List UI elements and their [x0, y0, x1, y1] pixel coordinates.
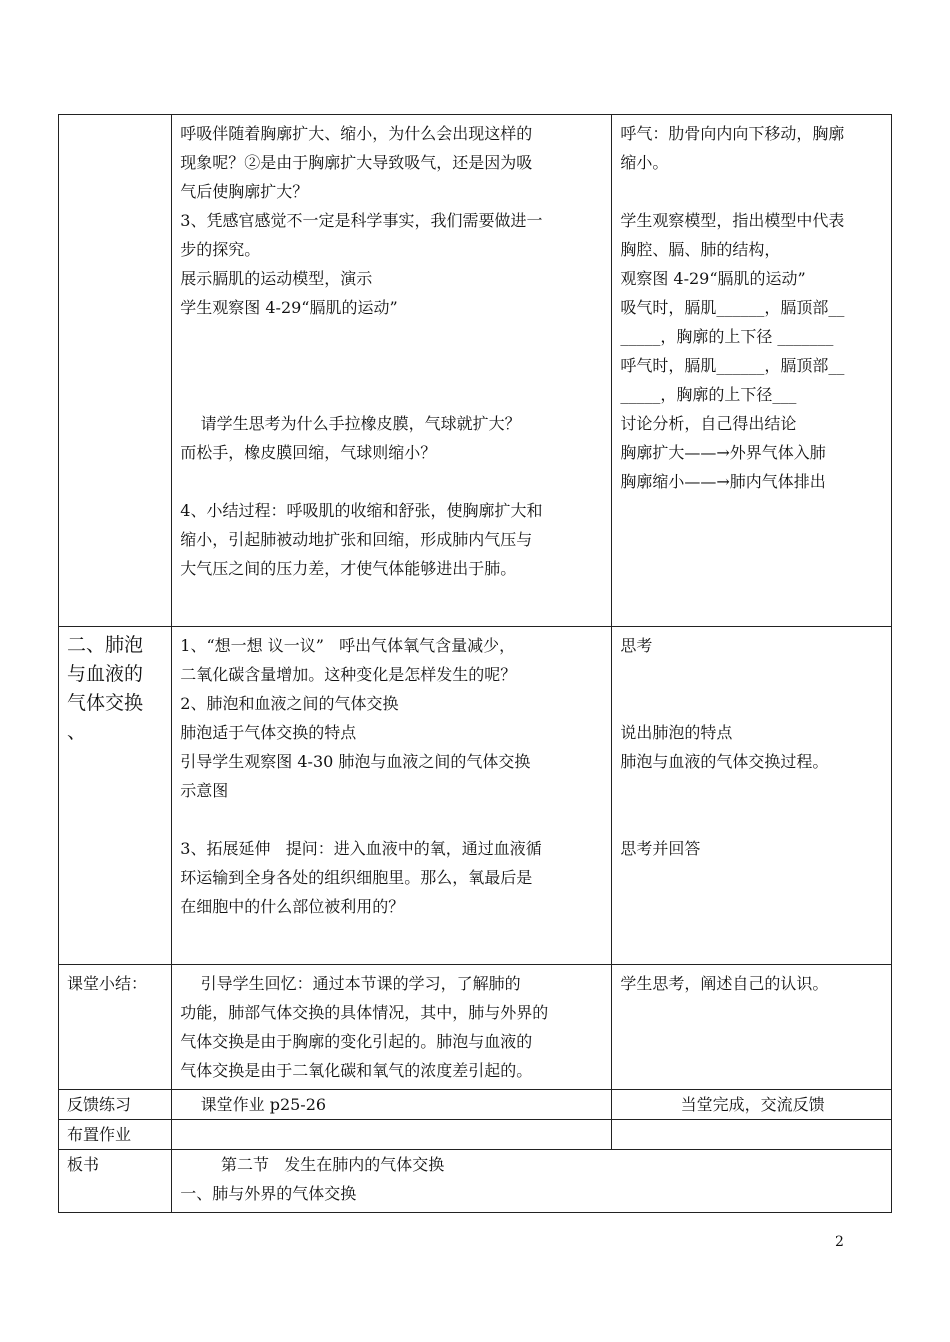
blank-line	[620, 177, 885, 206]
text-line: _____，胸廓的上下径___	[620, 385, 797, 404]
text-line: 思考	[620, 636, 653, 655]
table-cell	[59, 965, 172, 1090]
row-label: 布置作业	[67, 1125, 132, 1144]
table-cell	[612, 627, 892, 965]
section-heading-line: 与血液的	[67, 663, 144, 685]
text-line: _____，胸廓的上下径 _______	[620, 327, 834, 346]
text-line: 2、肺泡和血液之间的气体交换	[180, 694, 399, 713]
text-line: 环运输到全身各处的组织细胞里。那么，氧最后是	[180, 868, 533, 887]
text-line: 学生观察图 4-29“膈肌的运动”	[180, 298, 398, 317]
table-cell	[172, 115, 612, 627]
text-line: 肺泡适于气体交换的特点	[180, 723, 357, 742]
text-line: 一、肺与外界的气体交换	[180, 1184, 357, 1203]
text-line: 功能，肺部气体交换的具体情况，其中，肺与外界的	[180, 1003, 549, 1022]
table-row	[59, 627, 892, 965]
text-line: 呼气：肋骨向内向下移动，胸廓	[620, 124, 845, 143]
blank-line	[180, 467, 605, 496]
text-line: 胸廓缩小——→肺内气体排出	[620, 472, 826, 491]
table-row	[59, 1120, 892, 1150]
table-cell	[172, 965, 612, 1090]
table-cell	[612, 1120, 892, 1150]
table-row	[59, 1090, 892, 1120]
text-line: 说出肺泡的特点	[620, 723, 733, 742]
text-line: 示意图	[180, 781, 229, 800]
text-line: 4、小结过程：呼吸肌的收缩和舒张，使胸廓扩大和	[180, 501, 543, 520]
blank-line	[180, 322, 605, 351]
text-line: 肺泡与血液的气体交换过程。	[620, 752, 829, 771]
text-line: 大气压之间的压力差，才使气体能够进出于肺。	[180, 559, 517, 578]
text-line: 观察图 4-29“膈肌的运动”	[620, 269, 806, 288]
lesson-plan-table	[58, 114, 892, 1213]
text-line: 气后使胸廓扩大？	[180, 182, 309, 201]
text-line: 当堂完成，交流反馈	[680, 1095, 825, 1114]
text-line: 气体交换是由于二氧化碳和氧气的浓度差引起的。	[180, 1061, 533, 1080]
table-cell	[172, 1150, 892, 1213]
table-cell	[612, 965, 892, 1090]
blank-line	[180, 805, 605, 834]
blank-line	[180, 351, 605, 380]
blank-line	[620, 689, 885, 718]
page-number: 2	[835, 1234, 844, 1250]
text-line: 展示膈肌的运动模型，演示	[180, 269, 373, 288]
table-cell	[59, 1150, 172, 1213]
table-cell	[59, 115, 172, 627]
text-line: 3、凭感官感觉不一定是科学事实，我们需要做进一	[180, 211, 543, 230]
blank-line	[620, 805, 885, 834]
text-line: 气体交换是由于胸廓的变化引起的。肺泡与血液的	[180, 1032, 533, 1051]
table-row	[59, 1150, 892, 1213]
table-cell	[172, 1120, 612, 1150]
text-line: 呼吸伴随着胸廓扩大、缩小，为什么会出现这样的	[180, 124, 533, 143]
text-line: 而松手，橡皮膜回缩，气球则缩小？	[180, 443, 437, 462]
table-cell	[612, 115, 892, 627]
table-row	[59, 115, 892, 627]
text-line: 缩小，引起肺被动地扩张和回缩，形成肺内气压与	[180, 530, 533, 549]
text-line: 步的探究。	[180, 240, 261, 259]
text-line: 第二节 发生在肺内的气体交换	[180, 1155, 445, 1174]
text-line: 胸廓扩大——→外界气体入肺	[620, 443, 826, 462]
text-line: 胸腔、膈、肺的结构，	[620, 240, 781, 259]
table-cell	[172, 627, 612, 965]
text-line: 课堂作业 p25-26	[180, 1095, 327, 1114]
text-line: 学生思考，阐述自己的认识。	[620, 974, 829, 993]
blank-line	[620, 660, 885, 689]
section-heading-line: 、	[67, 721, 87, 743]
row-label: 板书	[67, 1155, 100, 1174]
text-line: 3、拓展延伸 提问：进入血液中的氧，通过血液循	[180, 839, 542, 858]
table-cell	[59, 1120, 172, 1150]
text-line: 学生观察模型，指出模型中代表	[620, 211, 845, 230]
text-line: 缩小。	[620, 153, 669, 172]
table-row	[59, 965, 892, 1090]
text-line: 吸气时，膈肌______，膈顶部__	[620, 298, 845, 317]
text-line: 讨论分析，自己得出结论	[620, 414, 797, 433]
table-cell	[612, 1090, 892, 1120]
blank-line	[620, 776, 885, 805]
text-line: 在细胞中的什么部位被利用的？	[180, 897, 405, 916]
text-line: 请学生思考为什么手拉橡皮膜，气球就扩大？	[180, 414, 521, 433]
row-label: 反馈练习	[67, 1095, 132, 1114]
text-line: 1、“想一想 议一议” 呼出气体氧气含量减少，	[180, 636, 516, 655]
table-cell	[59, 1090, 172, 1120]
text-line: 思考并回答	[620, 839, 701, 858]
row-label: 课堂小结：	[67, 974, 148, 993]
blank-line	[180, 380, 605, 409]
section-heading-line: 二、肺泡	[67, 634, 144, 656]
text-line: 现象呢？②是由于胸廓扩大导致吸气，还是因为吸	[180, 153, 533, 172]
text-line: 二氧化碳含量增加。这种变化是怎样发生的呢？	[180, 665, 517, 684]
text-line: 呼气时，膈肌______，膈顶部__	[620, 356, 845, 375]
section-heading-line: 气体交换	[67, 692, 144, 714]
text-line: 引导学生观察图 4-30 肺泡与血液之间的气体交换	[180, 752, 531, 771]
text-line: 引导学生回忆：通过本节课的学习，了解肺的	[180, 974, 521, 993]
table-cell	[59, 627, 172, 965]
table-cell	[172, 1090, 612, 1120]
